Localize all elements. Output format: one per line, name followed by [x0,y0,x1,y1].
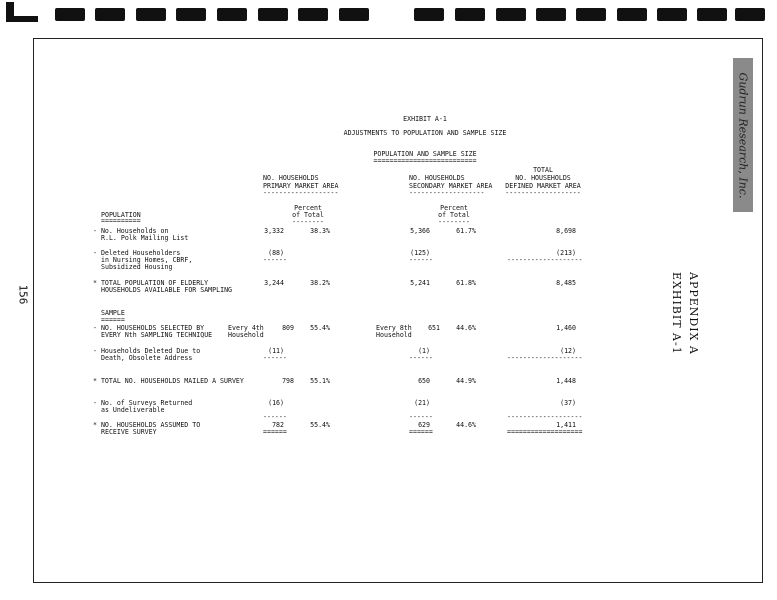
punched-holes-strip [0,0,777,24]
primary-header-1: NO. HOUSEHOLDS [263,174,319,182]
punch-hole [258,8,288,21]
primary-value: 798 [282,377,294,385]
rule-dash: ------ [409,256,433,264]
exhibit-side-label: EXHIBIT A-1 [670,272,683,355]
secondary-percent: 44.6% [456,421,476,429]
total-value: (37) [560,399,576,407]
rule-dash: ------ [409,413,433,421]
primary-percent: 55.4% [310,421,330,429]
secondary-percent-1: Percent [440,204,468,212]
primary-percent: 55.4% [310,324,330,332]
total-value: (12) [560,347,576,355]
primary-value: (88) [268,249,284,257]
primary-percent-2: of Total [292,211,324,219]
total-value: 1,460 [556,324,576,332]
primary-value: 3,332 [264,227,284,235]
rule-double: ====== [263,428,287,436]
punch-hole [55,8,85,21]
section-title: POPULATION AND SAMPLE SIZE [373,150,477,158]
rule-long-dash: ------------------- [507,413,583,421]
rule-double: ====== [409,428,433,436]
primary-value: 782 [272,421,284,429]
primary-header-dash: ------------------- [263,189,339,197]
secondary-percent: 61.7% [456,227,476,235]
population-heading: POPULATION [101,211,141,219]
secondary-percent: 61.8% [456,279,476,287]
row-label: - NO. HOUSEHOLDS SELECTED BY [93,324,205,332]
punch-hole [697,8,727,21]
secondary-value: 650 [418,377,430,385]
punch-hole [176,8,206,21]
stamp-text: Gudrun Research, Inc. [736,72,750,198]
punch-hole [576,8,606,21]
total-value: 8,485 [556,279,576,287]
punch-hole [339,8,369,21]
total-value: 8,698 [556,227,576,235]
secondary-header-dash: ------------------- [409,189,485,197]
secondary-percent: 44.9% [456,377,476,385]
company-stamp [733,58,753,212]
secondary-value: (125) [410,249,430,257]
primary-percent-1: Percent [294,204,322,212]
primary-percent: 38.2% [310,279,330,287]
document-title: ADJUSTMENTS TO POPULATION AND SAMPLE SIZE [343,129,507,137]
appendix-label: APPENDIX A [687,272,700,355]
rule-long-double: =================== [507,428,583,436]
punch-hole [217,8,247,21]
secondary-value: (1) [418,347,430,355]
secondary-value: 629 [418,421,430,429]
rule-long-dash: ------------------- [507,354,583,362]
exhibit-title: EXHIBIT A-1 [403,115,447,123]
row-label: RECEIVE SURVEY [101,428,157,436]
sample-underline: ====== [101,316,125,324]
punch-hole [136,8,166,21]
page-number: 156 [16,284,30,305]
row-label: - No. Households on [93,227,169,235]
secondary-value: 5,366 [410,227,430,235]
row-label: HOUSEHOLDS AVAILABLE FOR SAMPLING [101,286,233,294]
primary-value: 3,244 [264,279,284,287]
sampling-note: Every 8th [376,324,412,332]
row-label: * TOTAL NO. HOUSEHOLDS MAILED A SURVEY [93,377,244,385]
corner-mark [6,2,38,22]
secondary-percent-2: of Total [438,211,470,219]
secondary-percent-dash: -------- [438,218,470,226]
secondary-header-2: SECONDARY MARKET AREA [409,182,493,190]
primary-value: (16) [268,399,284,407]
total-header-3: DEFINED MARKET AREA [505,182,581,190]
sampling-note: Household [376,331,412,339]
punch-hole [298,8,328,21]
primary-value: (11) [268,347,284,355]
row-label: EVERY Nth SAMPLING TECHNIQUE [101,331,213,339]
punch-hole [735,8,765,21]
punch-hole [657,8,687,21]
total-value: (213) [556,249,576,257]
punch-hole [536,8,566,21]
sample-heading: SAMPLE [101,309,125,317]
row-label: as Undeliverable [101,406,165,414]
total-value: 1,411 [556,421,576,429]
total-header-1: TOTAL [533,166,553,174]
row-label: R.L. Polk Mailing List [101,234,189,242]
rule-dash: ------ [263,354,287,362]
primary-percent: 38.3% [310,227,330,235]
primary-value: 809 [282,324,294,332]
punch-hole [455,8,485,21]
secondary-value: 5,241 [410,279,430,287]
secondary-value: (21) [414,399,430,407]
secondary-value: 651 [428,324,440,332]
row-label: - No. of Surveys Returned [93,399,193,407]
row-label: Subsidized Housing [101,263,173,271]
row-label: * NO. HOUSEHOLDS ASSUMED TO [93,421,201,429]
rule-dash: ------ [263,256,287,264]
total-header-2: NO. HOUSEHOLDS [515,174,571,182]
row-label: in Nursing Homes, CBRF, [101,256,193,264]
secondary-header-1: NO. HOUSEHOLDS [409,174,465,182]
rule-dash: ------ [409,354,433,362]
population-underline: ========== [101,217,141,225]
punch-hole [496,8,526,21]
total-header-dash: ------------------- [505,189,581,197]
punch-hole [95,8,125,21]
punch-hole [414,8,444,21]
total-value: 1,448 [556,377,576,385]
rule-long-dash: ------------------- [507,256,583,264]
sampling-note: Household [228,331,264,339]
primary-header-2: PRIMARY MARKET AREA [263,182,339,190]
section-underline: ========================== [373,157,477,165]
row-label: * TOTAL POPULATION OF ELDERLY [93,279,209,287]
secondary-percent: 44.6% [456,324,476,332]
primary-percent: 55.1% [310,377,330,385]
sampling-note: Every 4th [228,324,264,332]
row-label: - Households Deleted Due to [93,347,201,355]
row-label: Death, Obsolete Address [101,354,193,362]
punch-hole [617,8,647,21]
row-label: - Deleted Householders [93,249,181,257]
primary-percent-dash: -------- [292,218,324,226]
rule-dash: ------ [263,413,287,421]
